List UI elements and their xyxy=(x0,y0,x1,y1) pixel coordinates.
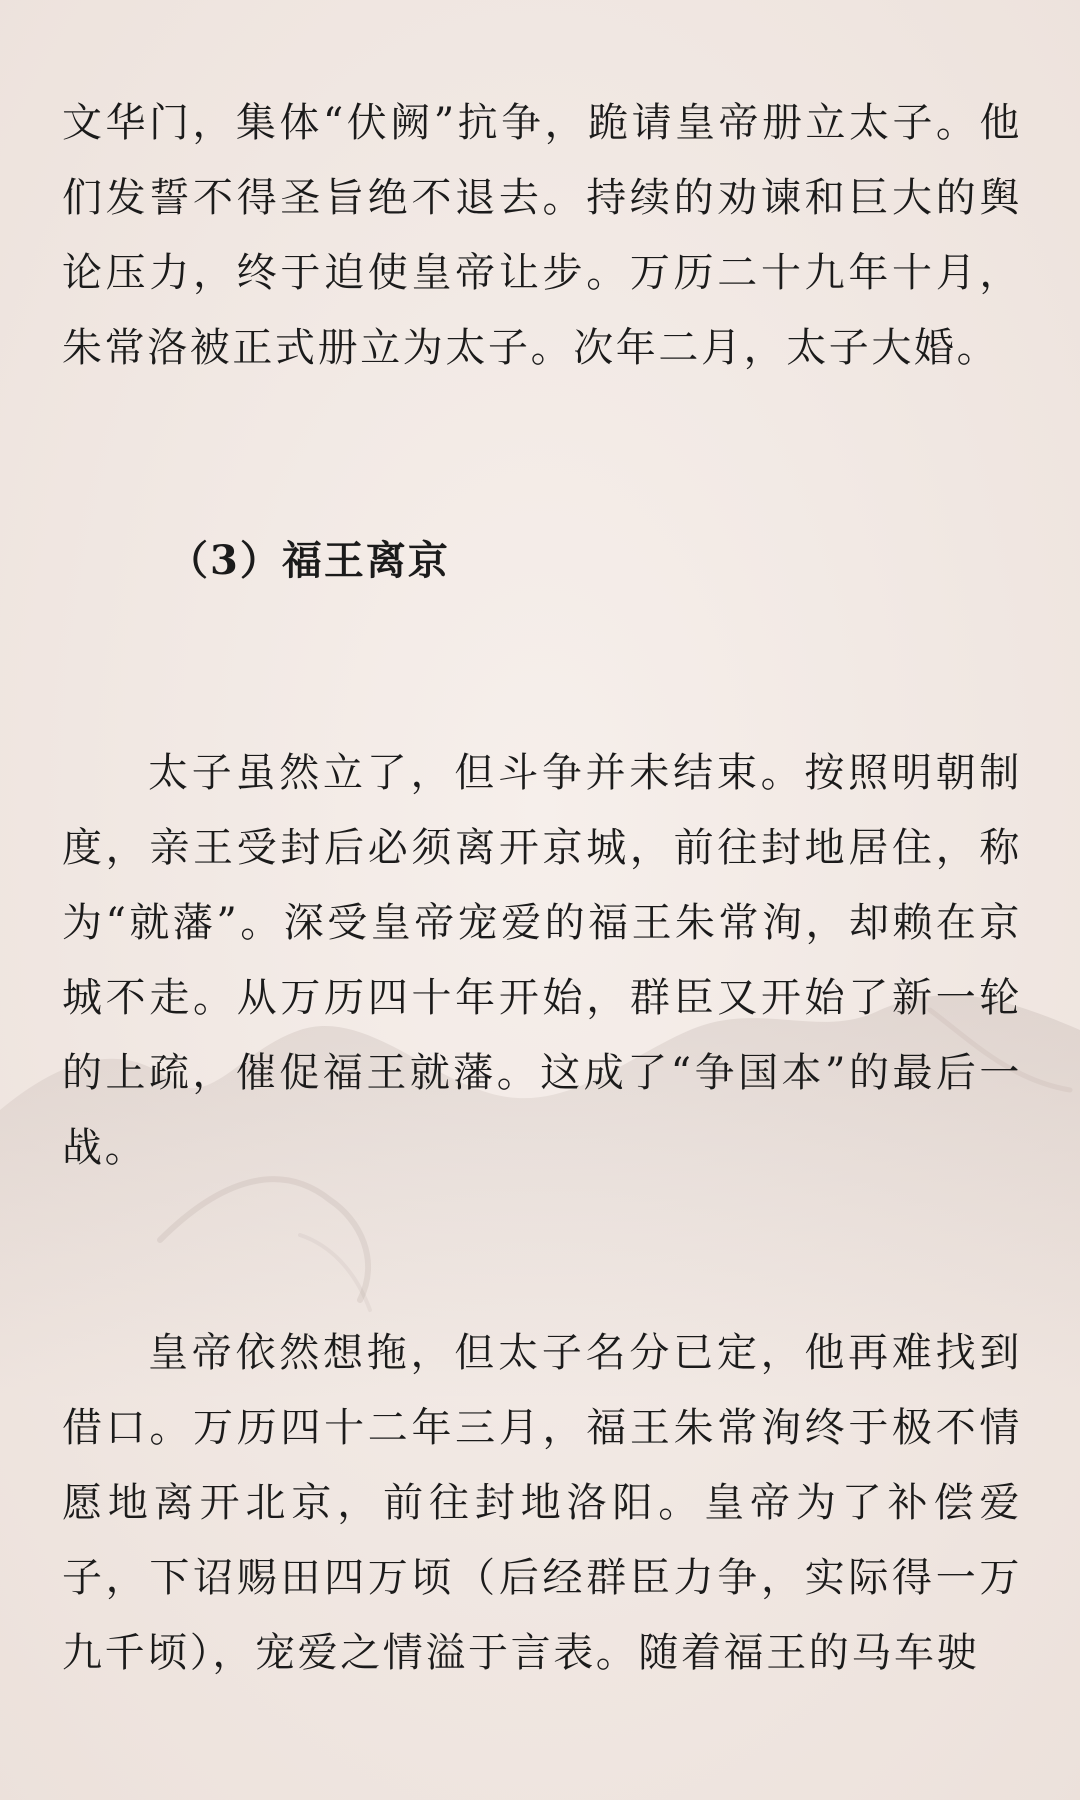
section-heading: （3）福王离京 xyxy=(168,537,450,584)
spacer xyxy=(62,598,1022,736)
spacer xyxy=(62,386,1022,523)
article-body xyxy=(62,86,1022,1691)
paragraph-3: 皇帝依然想拖，但太子名分已定，他再难找到借口。万历四十二年三月，福王朱常洵终于极不情愿地离开北京，前往封地洛阳。皇帝为了补偿爱子，下诏赐田四万顷（后经群臣力争，实际得一万九千顷），宠爱之情溢于言表。随着福王的马车驶 xyxy=(62,1330,1022,1676)
spacer xyxy=(62,1186,1022,1316)
paragraph-2: 太子虽然立了，但斗争并未结束。按照明朝制度，亲王受封后必须离开京城，前往封地居住，称为“就藩”。深受皇帝宠爱的福王朱常洵，却赖在京城不走。从万历四十年开始，群臣又开始了新一轮的上疏，催促福王就藩。这成了“争国本”的最后一战。 xyxy=(62,750,1022,1171)
paragraph-1: 文华门，集体“伏阙”抗争，跪请皇帝册立太子。他们发誓不得圣旨绝不退去。持续的劝谏和巨大的舆论压力，终于迫使皇帝让步。万历二十九年十月，朱常洛被正式册立为太子。次年二月，太子大婚。 xyxy=(62,100,1022,371)
